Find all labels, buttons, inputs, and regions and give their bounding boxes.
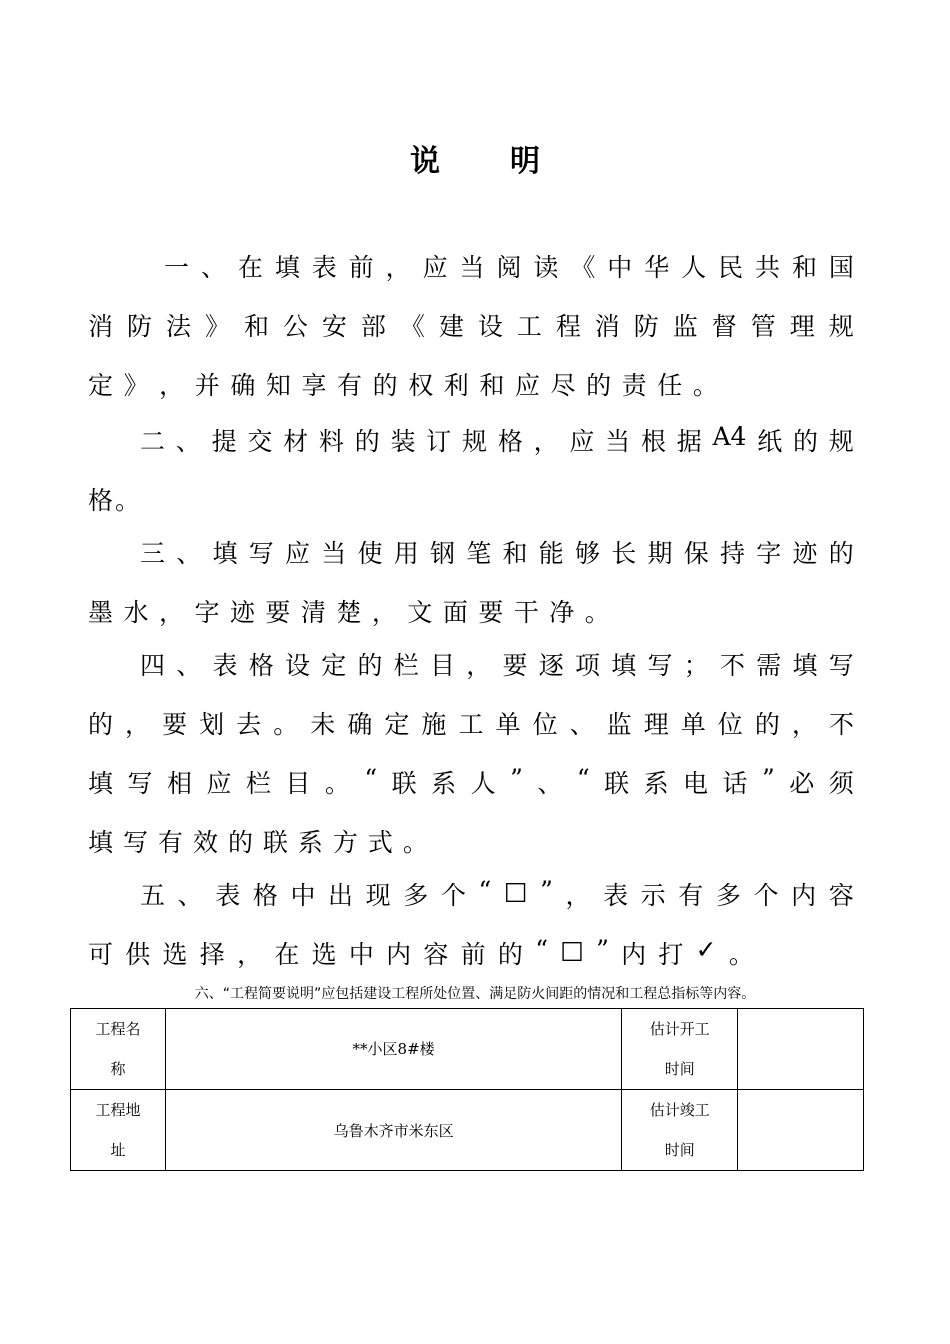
char: 清: [300, 598, 326, 627]
table-row: [71, 1090, 864, 1171]
char: 消: [88, 312, 114, 341]
char: 应: [514, 371, 540, 400]
char: 单: [680, 710, 706, 739]
est-completion-label: [622, 1090, 738, 1171]
char: 督: [711, 312, 737, 341]
char: 迹: [229, 598, 255, 627]
char: 、: [537, 769, 563, 798]
page-title: [0, 136, 950, 180]
char: 、: [569, 710, 595, 739]
char: 话: [722, 769, 748, 798]
char: 安: [321, 312, 347, 341]
char: ”: [510, 764, 523, 793]
char: 理: [643, 710, 669, 739]
project-info-table: [70, 1008, 864, 1171]
char: 位: [532, 710, 558, 739]
char: ”: [596, 935, 609, 964]
char: 在: [237, 253, 263, 282]
char: 。: [584, 598, 610, 627]
char: ”: [540, 876, 553, 905]
char: 利: [443, 371, 469, 400]
char: □: [503, 876, 528, 905]
char: 填: [792, 651, 818, 680]
char: 阅: [496, 253, 522, 282]
project-name-label: [71, 1009, 166, 1090]
char: 程: [555, 312, 581, 341]
char: 的: [227, 828, 253, 857]
char: 写: [647, 651, 673, 680]
char: 选: [311, 940, 337, 969]
char: 当: [605, 427, 631, 456]
char: 》: [123, 371, 149, 400]
char: 设: [477, 312, 503, 341]
char: 提: [211, 427, 237, 456]
char: 未: [310, 710, 336, 739]
char: 写: [828, 651, 854, 680]
char: 格: [252, 881, 278, 910]
char: 四: [140, 651, 166, 680]
project-address-label: [71, 1090, 166, 1171]
char: 共: [755, 253, 781, 282]
char: 中: [607, 253, 633, 282]
char: 防: [633, 312, 659, 341]
project-name-value: **小区8#楼: [165, 1009, 621, 1090]
char: 字: [756, 539, 782, 568]
char: 应: [206, 769, 232, 798]
char: 。: [273, 710, 299, 739]
char: 写: [127, 769, 153, 798]
char: 》: [204, 312, 230, 341]
char: 装: [390, 427, 416, 456]
char: 的: [586, 371, 612, 400]
char: 笔: [466, 539, 492, 568]
char: 不: [828, 710, 854, 739]
char: ”: [762, 764, 775, 793]
char: 必: [789, 769, 815, 798]
char: 前: [460, 940, 486, 969]
label-line: 估计开工: [649, 1020, 710, 1038]
char: 和: [243, 312, 269, 341]
label-line: 工程地: [95, 1101, 141, 1119]
char: 规: [462, 427, 488, 456]
char: ✓: [695, 935, 717, 964]
para5-line1: [140, 876, 854, 912]
char: “: [535, 935, 548, 964]
char: 的: [88, 710, 114, 739]
char: 面: [442, 598, 468, 627]
char: 人: [681, 253, 707, 282]
char: 三: [140, 539, 166, 568]
char: 目: [285, 769, 311, 798]
char: 理: [789, 312, 815, 341]
char: 享: [301, 371, 327, 400]
char: 须: [828, 769, 854, 798]
char: 栏: [245, 769, 271, 798]
char: 《: [399, 312, 425, 341]
char: 二: [140, 427, 166, 456]
char: 工: [458, 710, 484, 739]
char: □: [560, 935, 584, 964]
char: 应: [285, 539, 311, 568]
char: 联: [262, 828, 288, 857]
char: 去: [236, 710, 262, 739]
char: 的: [372, 371, 398, 400]
char: 中: [290, 881, 316, 910]
char: 根: [640, 427, 666, 456]
char: 。: [324, 769, 350, 798]
char: 多: [715, 881, 741, 910]
char: 打: [658, 940, 684, 969]
char: 中: [348, 940, 374, 969]
char: 国: [828, 253, 854, 282]
project-address-value: 乌鲁木齐市米东区: [165, 1090, 621, 1171]
char: 确: [230, 371, 256, 400]
char: 监: [672, 312, 698, 341]
para4-line4: [88, 823, 428, 859]
label-line: 工程名: [95, 1020, 141, 1038]
char: ，: [159, 371, 185, 400]
char: 表: [603, 881, 629, 910]
char: 个: [440, 881, 466, 910]
para1-line2: [88, 307, 854, 343]
char: 墨: [88, 598, 114, 627]
char: 示: [640, 881, 666, 910]
char: 选: [162, 940, 188, 969]
char: 内: [791, 881, 817, 910]
char: 表: [215, 881, 241, 910]
char: 保: [683, 539, 709, 568]
char: 格: [497, 427, 523, 456]
char: ，: [385, 253, 411, 282]
char: 防: [126, 312, 152, 341]
char: 五: [140, 881, 166, 910]
para3-line1: [140, 534, 854, 570]
char: 内: [386, 940, 412, 969]
char: 建: [438, 312, 464, 341]
char: 施: [421, 710, 447, 739]
char: 读: [533, 253, 559, 282]
char: 的: [828, 539, 854, 568]
char: 、: [177, 881, 203, 910]
para5-line2: [88, 935, 754, 971]
char: 规: [828, 312, 854, 341]
char: 格: [88, 486, 114, 515]
char: 据: [676, 427, 702, 456]
char: 知: [265, 371, 291, 400]
char: 应: [569, 427, 595, 456]
char: ，: [565, 881, 591, 910]
est-start-label: [622, 1009, 738, 1090]
char: 出: [328, 881, 354, 910]
char: 要: [162, 710, 188, 739]
char: 、: [175, 427, 201, 456]
char: 能: [538, 539, 564, 568]
char: 电: [683, 769, 709, 798]
char: 钢: [430, 539, 456, 568]
char: 法: [165, 312, 191, 341]
char: 写: [248, 539, 274, 568]
char: 当: [459, 253, 485, 282]
char: 填: [274, 253, 300, 282]
char: ；: [683, 651, 709, 680]
char: 项: [575, 651, 601, 680]
char: 楚: [336, 598, 362, 627]
char: 材: [283, 427, 309, 456]
char: 并: [194, 371, 220, 400]
char: 长: [611, 539, 637, 568]
char: 民: [718, 253, 744, 282]
para3-line2: [88, 593, 610, 629]
char: 监: [606, 710, 632, 739]
char: 持: [720, 539, 746, 568]
char: A4: [712, 422, 747, 451]
char: ，: [791, 710, 817, 739]
char: 方: [332, 828, 358, 857]
label-line: 称: [110, 1060, 126, 1078]
char: “: [576, 764, 590, 793]
char: ，: [533, 427, 559, 456]
para4-line3: [88, 764, 854, 800]
char: 效: [192, 828, 218, 857]
char: 目: [430, 651, 456, 680]
note-item-6: 六、“工程简要说明”应包括建设工程所处位置、满足防火间距的情况和工程总指标等内容。: [194, 986, 756, 1002]
char: 和: [791, 253, 817, 282]
char: 设: [285, 651, 311, 680]
char: 个: [753, 881, 779, 910]
char: 和: [479, 371, 505, 400]
para2-line2: [88, 481, 140, 517]
para1-line3: [88, 366, 718, 402]
char: 、: [176, 539, 202, 568]
para4-line1: [140, 646, 854, 682]
char: 期: [647, 539, 673, 568]
char: ，: [371, 598, 397, 627]
char: 要: [478, 598, 504, 627]
char: ，: [125, 710, 151, 739]
char: 水: [123, 598, 149, 627]
char: 要: [502, 651, 528, 680]
char: 定: [321, 651, 347, 680]
char: 、: [176, 651, 202, 680]
char: 填: [88, 769, 114, 798]
char: 用: [393, 539, 419, 568]
char: 交: [247, 427, 273, 456]
char: 联: [391, 769, 417, 798]
char: 应: [422, 253, 448, 282]
char: 尽: [550, 371, 576, 400]
char: ，: [466, 651, 492, 680]
char: 任: [657, 371, 683, 400]
char: “: [478, 876, 492, 905]
char: 多: [403, 881, 429, 910]
char: 系: [297, 828, 323, 857]
char: 消: [594, 312, 620, 341]
char: 干: [513, 598, 539, 627]
char: 使: [357, 539, 383, 568]
para4-line2: [88, 705, 854, 741]
char: 现: [365, 881, 391, 910]
char: 华: [644, 253, 670, 282]
char: 责: [621, 371, 647, 400]
title-char-1: 说: [410, 144, 440, 179]
label-line: 估计竣工: [649, 1101, 710, 1119]
char: 表: [212, 651, 238, 680]
char: 有: [678, 881, 704, 910]
char: 择: [199, 940, 225, 969]
char: 和: [502, 539, 528, 568]
para2-line1: [140, 422, 854, 458]
table-row: [71, 1009, 864, 1090]
char: 容: [828, 881, 854, 910]
char: 公: [282, 312, 308, 341]
char: 、: [200, 253, 226, 282]
char: 。: [692, 371, 718, 400]
char: 内: [621, 940, 647, 969]
char: 。: [728, 940, 754, 969]
title-char-2: 明: [510, 144, 540, 179]
char: 有: [337, 371, 363, 400]
char: 定: [384, 710, 410, 739]
char: 规: [828, 427, 854, 456]
char: 表: [311, 253, 337, 282]
char: 位: [717, 710, 743, 739]
char: 单: [495, 710, 521, 739]
est-completion-value: [738, 1090, 864, 1171]
char: 人: [470, 769, 496, 798]
char: 。: [114, 486, 140, 515]
char: 填: [212, 539, 238, 568]
char: ，: [158, 598, 184, 627]
char: 可: [88, 940, 114, 969]
char: 的: [357, 651, 383, 680]
char: 纸: [757, 427, 783, 456]
char: 的: [793, 427, 819, 456]
char: 的: [497, 940, 523, 969]
char: 迹: [792, 539, 818, 568]
char: 填: [88, 828, 114, 857]
char: 填: [611, 651, 637, 680]
char: 一: [164, 253, 190, 282]
char: 确: [347, 710, 373, 739]
char: 工: [516, 312, 542, 341]
char: 系: [431, 769, 457, 798]
char: 供: [125, 940, 151, 969]
char: “: [364, 764, 378, 793]
char: 料: [318, 427, 344, 456]
para1-line1: [164, 248, 854, 284]
char: 订: [426, 427, 452, 456]
char: 需: [756, 651, 782, 680]
char: 写: [122, 828, 148, 857]
est-start-value: [738, 1009, 864, 1090]
char: 有: [157, 828, 183, 857]
label-line: 时间: [664, 1060, 695, 1078]
char: 定: [88, 371, 114, 400]
char: 不: [720, 651, 746, 680]
char: 要: [265, 598, 291, 627]
char: 够: [575, 539, 601, 568]
char: 字: [194, 598, 220, 627]
char: 相: [166, 769, 192, 798]
char: 容: [423, 940, 449, 969]
char: 净: [549, 598, 575, 627]
char: 前: [348, 253, 374, 282]
label-line: 时间: [664, 1141, 695, 1159]
char: ，: [237, 940, 263, 969]
char: 格: [248, 651, 274, 680]
char: 当: [321, 539, 347, 568]
char: 管: [750, 312, 776, 341]
char: 划: [199, 710, 225, 739]
char: 在: [274, 940, 300, 969]
char: 权: [408, 371, 434, 400]
label-line: 址: [110, 1141, 126, 1159]
char: 逐: [538, 651, 564, 680]
char: 系: [643, 769, 669, 798]
char: 联: [604, 769, 630, 798]
char: 部: [360, 312, 386, 341]
char: 《: [570, 253, 596, 282]
char: 。: [402, 828, 428, 857]
char: 的: [354, 427, 380, 456]
char: 的: [754, 710, 780, 739]
char: 文: [407, 598, 433, 627]
char: 式: [367, 828, 393, 857]
char: 栏: [393, 651, 419, 680]
